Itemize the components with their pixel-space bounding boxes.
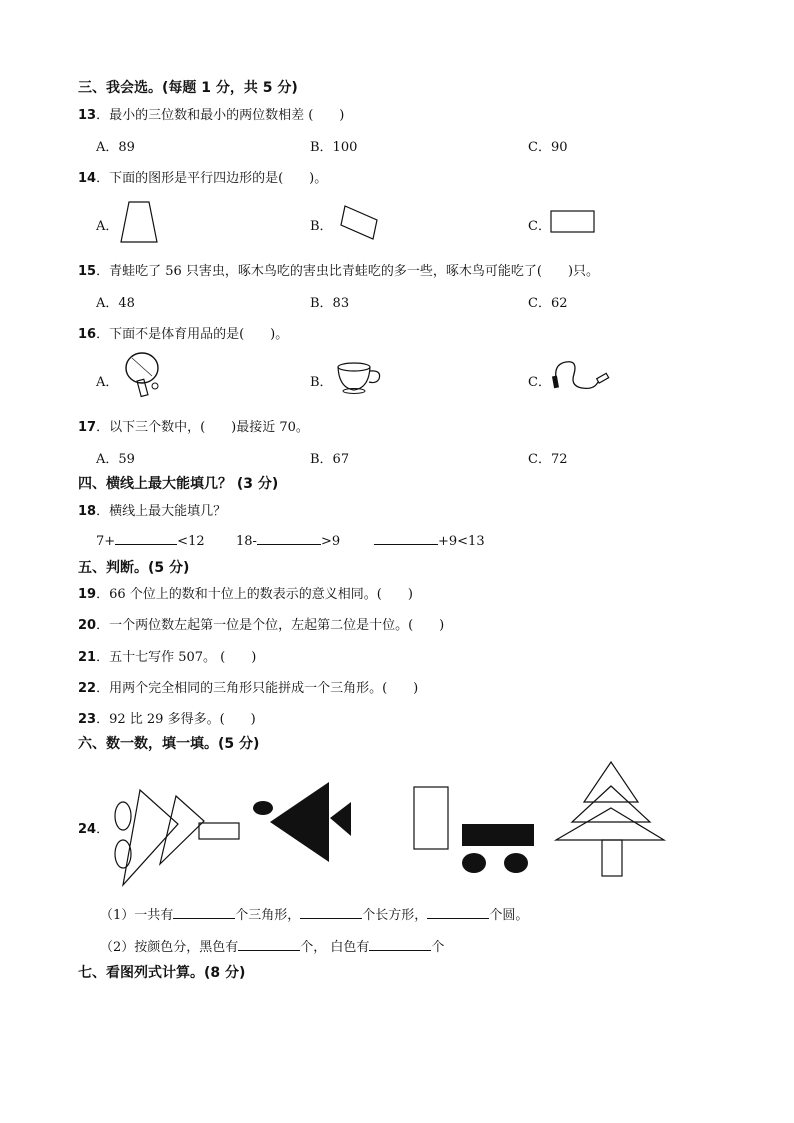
question-number: 24 (78, 822, 97, 837)
question-text: ．92 比 29 多得多。( ) (96, 712, 256, 727)
line-text: 个三角形， (235, 908, 301, 923)
line-text: 个圆。 (489, 908, 529, 923)
question-number-suffix: ． (96, 822, 110, 837)
q13-option-c[interactable]: C．90 (528, 140, 568, 155)
section5-title: 五、判断。(5 分) (78, 560, 190, 576)
line-text: 个， 白色有 (300, 940, 370, 955)
answer-blank[interactable] (257, 532, 321, 545)
q16-option-b[interactable]: B． (310, 375, 333, 390)
q17-option-c[interactable]: C．72 (528, 452, 568, 467)
black-count-blank[interactable] (238, 938, 300, 951)
question-text: ．66 个位上的数和十位上的数表示的意义相同。( ) (96, 587, 413, 602)
q15-option-c[interactable]: C．62 (528, 296, 568, 311)
q17-option-a[interactable]: A．59 (96, 452, 135, 467)
question-number: 14 (78, 171, 97, 186)
fill-blank-1 (96, 532, 205, 549)
question-text: ．五十七写作 507。 ( ) (96, 650, 257, 665)
jump-rope-icon (552, 356, 610, 398)
teacup-icon (336, 360, 386, 396)
blank-suffix: <12 (177, 534, 205, 549)
trapezoid-shape (120, 200, 160, 244)
answer-blank[interactable] (115, 532, 177, 545)
rectangle-shape (550, 210, 596, 234)
question-text: ．下面的图形是平行四边形的是( )。 (96, 171, 328, 186)
question-13 (78, 104, 344, 123)
section7-title: 七、看图列式计算。(8 分) (78, 965, 246, 981)
fill-blank-3 (374, 532, 485, 549)
question-number: 21 (78, 650, 97, 665)
blank-suffix: +9<13 (438, 534, 485, 549)
line-text: （1）一共有 (100, 908, 174, 923)
q14-option-a[interactable]: A． (96, 219, 119, 234)
question-17 (78, 416, 309, 435)
judge-item-19 (78, 583, 413, 602)
q14-option-c[interactable]: C． (528, 219, 551, 234)
circle-count-blank[interactable] (427, 906, 489, 919)
question-16 (78, 323, 288, 342)
line-text: 个长方形， (362, 908, 428, 923)
q13-option-a[interactable]: A．89 (96, 140, 135, 155)
question-15 (78, 260, 599, 279)
blank-suffix: >9 (320, 534, 341, 549)
white-count-blank[interactable] (369, 938, 431, 951)
q24-line2 (100, 936, 444, 955)
tree-figure (552, 760, 670, 880)
q13-option-b[interactable]: B．100 (310, 140, 358, 155)
question-number: 16 (78, 327, 97, 342)
question-number: 13 (78, 108, 97, 123)
q24-line1 (100, 904, 528, 923)
triangle-arrow-figure (108, 788, 243, 890)
rectangle-count-blank[interactable] (300, 906, 362, 919)
question-24-number (78, 818, 109, 837)
question-number: 22 (78, 681, 97, 696)
judge-item-22 (78, 677, 418, 696)
q17-option-b[interactable]: B．67 (310, 452, 350, 467)
triangle-count-blank[interactable] (173, 906, 235, 919)
blank-prefix: 7+ (96, 534, 116, 549)
truck-figure (412, 785, 538, 880)
q14-option-b[interactable]: B． (310, 219, 333, 234)
fill-blank-2 (236, 532, 340, 549)
section3-title: 三、我会选。(每题 1 分，共 5 分) (78, 80, 298, 96)
question-14 (78, 167, 327, 186)
question-text: ．一个两位数左起第一位是个位，左起第二位是十位。( ) (96, 618, 445, 633)
question-number: 19 (78, 587, 97, 602)
question-18 (78, 500, 226, 519)
q15-option-b[interactable]: B．83 (310, 296, 350, 311)
question-number: 17 (78, 420, 97, 435)
judge-item-23 (78, 708, 256, 727)
section4-title: 四、横线上最大能填几？ (3 分) (78, 476, 279, 492)
line-text: 个 (431, 940, 445, 955)
blank-prefix: 18- (236, 534, 257, 549)
question-text: ．横线上最大能填几？ (96, 504, 227, 519)
question-number: 18 (78, 504, 97, 519)
question-number: 15 (78, 264, 97, 279)
q16-option-a[interactable]: A． (96, 375, 119, 390)
question-number: 23 (78, 712, 97, 727)
question-text: ．青蛙吃了 56 只害虫，啄木鸟吃的害虫比青蛙吃的多一些，啄木鸟可能吃了( )只。 (96, 264, 600, 279)
judge-item-21 (78, 646, 256, 665)
section6-title: 六、数一数，填一填。(5 分) (78, 736, 260, 752)
answer-blank[interactable] (374, 532, 438, 545)
ping-pong-paddle-icon (122, 350, 168, 406)
question-text: ．下面不是体育用品的是( )。 (96, 327, 289, 342)
line-text: （2）按颜色分，黑色有 (100, 940, 239, 955)
judge-item-20 (78, 614, 444, 633)
parallelogram-shape (340, 204, 382, 242)
question-text: ．最小的三位数和最小的两位数相差 ( ) (96, 108, 345, 123)
question-text: ．用两个完全相同的三角形只能拼成一个三角形。( ) (96, 681, 419, 696)
question-text: ．以下三个数中，( )最接近 70。 (96, 420, 309, 435)
q16-option-c[interactable]: C． (528, 375, 551, 390)
black-fish-figure (248, 780, 356, 870)
q15-option-a[interactable]: A．48 (96, 296, 135, 311)
question-number: 20 (78, 618, 97, 633)
